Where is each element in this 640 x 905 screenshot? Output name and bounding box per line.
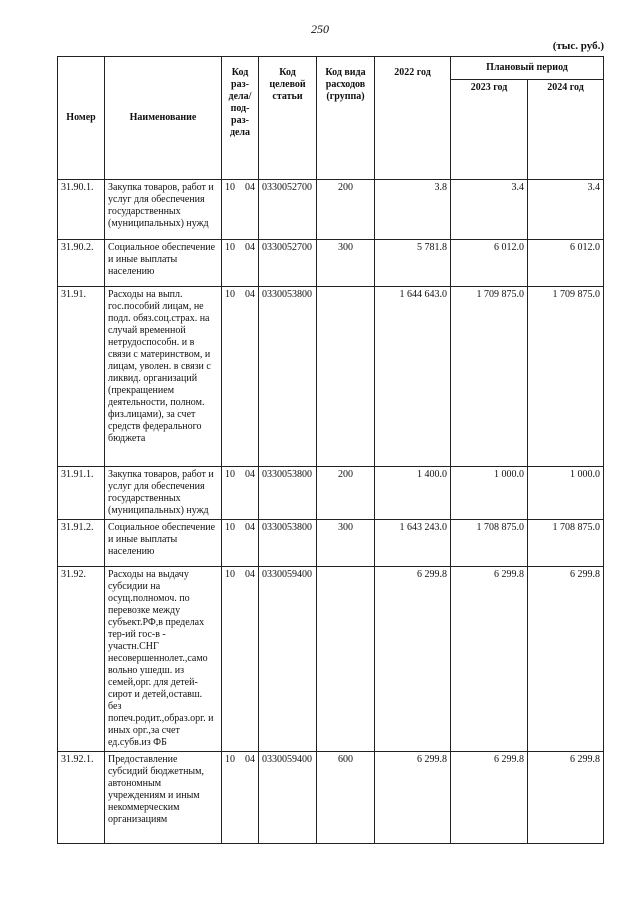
row-expense-type: 200 [317, 180, 375, 240]
row-2022: 6 299.8 [375, 752, 451, 844]
row-razdel: 10 04 [222, 180, 259, 240]
row-target: 0330053800 [259, 520, 317, 567]
row-name: Социальное обеспечение и иные выплаты населению [105, 520, 222, 567]
row-razdel: 10 04 [222, 467, 259, 520]
table-row [58, 467, 604, 520]
row-2024: 6 299.8 [528, 567, 604, 752]
row-number: 31.90.1. [58, 180, 105, 240]
row-expense-type [317, 287, 375, 467]
row-2024: 1 708 875.0 [528, 520, 604, 567]
row-number: 31.92.1. [58, 752, 105, 844]
row-name: Социальное обеспечение и иные выплаты населению [105, 240, 222, 287]
row-razdel: 10 04 [222, 752, 259, 844]
row-2023: 6 299.8 [451, 752, 528, 844]
header-number: Номер [58, 57, 105, 180]
row-name: Расходы на выдачу субсидии на осущ.полномоч. по перевозке между субъект.РФ,в пределах тер-ий гос-в - участн.СНГ несовершеннолет.,само вольно ушедш. из семей,орг. для детей-сирот и детей,оставш. без попеч.родит.,образ.орг. и иных орг.,за счет ед.субв.из ФБ [105, 567, 222, 752]
header-2023: 2023 год [451, 79, 528, 179]
row-2024: 1 000.0 [528, 467, 604, 520]
row-number: 31.91.1. [58, 467, 105, 520]
row-name: Предоставление субсидий бюджетным, автономным учреждениям и иным некоммерческим организациям [105, 752, 222, 844]
row-2022: 6 299.8 [375, 567, 451, 752]
row-number: 31.92. [58, 567, 105, 752]
row-2023: 6 012.0 [451, 240, 528, 287]
row-expense-type: 600 [317, 752, 375, 844]
row-2023: 6 299.8 [451, 567, 528, 752]
row-expense-type: 200 [317, 467, 375, 520]
row-name: Закупка товаров, работ и услуг для обеспечения государственных (муниципальных) нужд [105, 180, 222, 240]
row-number: 31.90.2. [58, 240, 105, 287]
row-razdel: 10 04 [222, 240, 259, 287]
row-number: 31.91.2. [58, 520, 105, 567]
row-target: 0330052700 [259, 180, 317, 240]
header-name: Наименование [105, 57, 222, 180]
table-row [58, 180, 604, 240]
row-2023: 1 708 875.0 [451, 520, 528, 567]
row-expense-type: 300 [317, 520, 375, 567]
table-row [58, 240, 604, 287]
row-2022: 1 644 643.0 [375, 287, 451, 467]
row-2022: 5 781.8 [375, 240, 451, 287]
header-planned-period: Плановый период [451, 57, 604, 80]
row-2023: 1 000.0 [451, 467, 528, 520]
row-2024: 6 012.0 [528, 240, 604, 287]
row-target: 0330053800 [259, 467, 317, 520]
row-target: 0330059400 [259, 567, 317, 752]
row-target: 0330059400 [259, 752, 317, 844]
row-2024: 3.4 [528, 180, 604, 240]
row-target: 0330052700 [259, 240, 317, 287]
header-2024: 2024 год [528, 79, 604, 179]
row-2023: 1 709 875.0 [451, 287, 528, 467]
row-number: 31.91. [58, 287, 105, 467]
table-row [58, 752, 604, 844]
header-2022: 2022 год [375, 57, 451, 180]
units-label: (тыс. руб.) [552, 40, 604, 52]
row-razdel: 10 04 [222, 520, 259, 567]
budget-table [57, 56, 604, 844]
header-razdel: Код раз- дела/ под- раз- дела [222, 57, 259, 180]
row-razdel: 10 04 [222, 287, 259, 467]
row-2022: 1 400.0 [375, 467, 451, 520]
header-target: Код целевой статьи [259, 57, 317, 180]
table-row [58, 567, 604, 752]
row-2024: 6 299.8 [528, 752, 604, 844]
row-expense-type: 300 [317, 240, 375, 287]
row-2022: 1 643 243.0 [375, 520, 451, 567]
table-row [58, 287, 604, 467]
row-name: Закупка товаров, работ и услуг для обеспечения государственных (муниципальных) нужд [105, 467, 222, 520]
row-target: 0330053800 [259, 287, 317, 467]
row-2024: 1 709 875.0 [528, 287, 604, 467]
row-2022: 3.8 [375, 180, 451, 240]
page-number: 250 [311, 22, 329, 36]
header-expense-type: Код вида расходов (группа) [317, 57, 375, 180]
table-row [58, 520, 604, 567]
row-expense-type [317, 567, 375, 752]
row-razdel: 10 04 [222, 567, 259, 752]
row-2023: 3.4 [451, 180, 528, 240]
row-name: Расходы на выпл. гос.пособий лицам, не подл. обяз.соц.страх. на случай временной нетрудоспособн. и в связи с материнством, и лицам, уволен. в связи с ликвид. организаций (прекращением деятельности, полном. физ.лицами), за счет средств федерального бюджета [105, 287, 222, 467]
